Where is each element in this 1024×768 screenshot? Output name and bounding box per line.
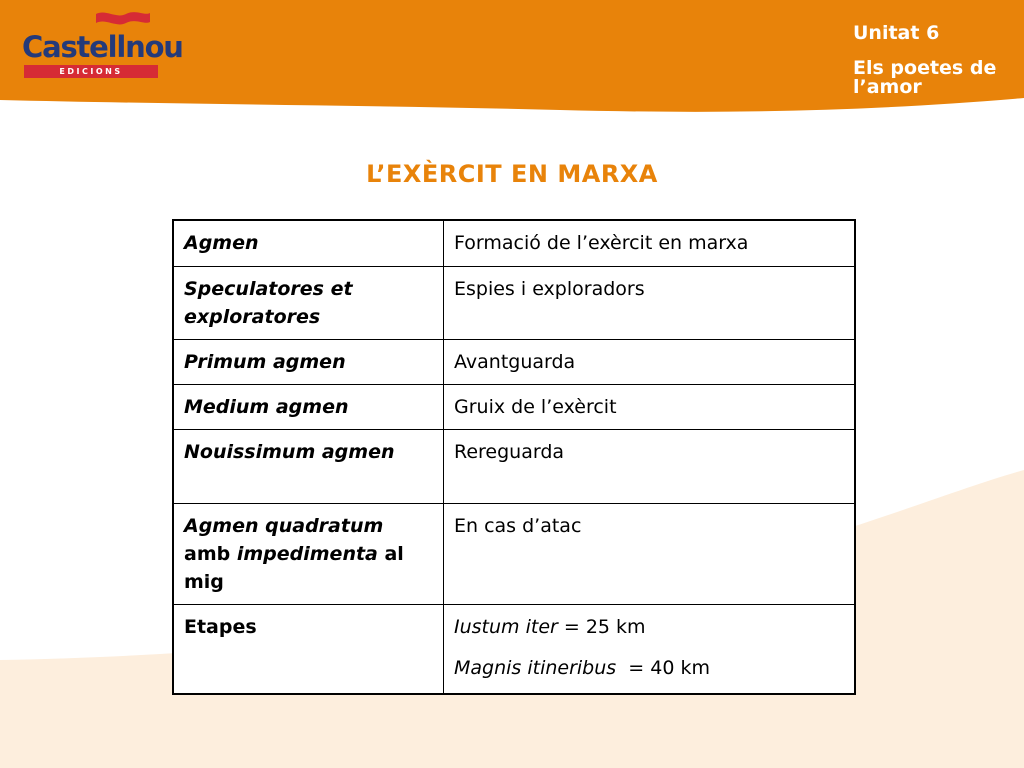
distance-value: = 25 km: [557, 616, 646, 638]
logo-wordmark: Castellnou: [22, 30, 183, 64]
definition-cell: Gruix de l’exèrcit: [444, 385, 856, 430]
stage-line: [454, 654, 844, 682]
table-row: [173, 430, 855, 504]
latin-term: Iustum iter: [454, 616, 558, 638]
latin-term: Speculatores et exploratores: [184, 278, 353, 328]
latin-term: Nouissimum agmen: [184, 441, 395, 463]
connector-text: al mig: [184, 543, 404, 593]
term-cell: [173, 340, 444, 385]
term-cell: [173, 220, 444, 267]
latin-term: Medium agmen: [184, 396, 349, 418]
table-row: [173, 267, 855, 340]
latin-term: Agmen: [184, 232, 259, 254]
stage-line: [454, 613, 844, 641]
table-row: [173, 605, 855, 695]
definition-cell: Espies i exploradors: [444, 267, 856, 340]
latin-term: Primum agmen: [184, 351, 346, 373]
definition-cell: En cas d’atac: [444, 504, 856, 605]
term-cell: Etapes: [173, 605, 444, 695]
distance-value: = 40 km: [616, 657, 710, 679]
latin-term: Magnis itineribus: [454, 657, 617, 679]
table-row: [173, 340, 855, 385]
table-row: [173, 504, 855, 605]
connector-text: amb: [184, 543, 237, 565]
table-row: [173, 220, 855, 267]
page-title: L’EXÈRCIT EN MARXA: [366, 160, 658, 188]
definition-cell: Avantguarda: [444, 340, 856, 385]
definition-cell: Rereguarda: [444, 430, 856, 504]
unit-number: Unitat 6: [853, 22, 940, 44]
definition-cell: [444, 605, 856, 695]
unit-title: Els poetes de l’amor: [853, 57, 997, 98]
latin-term: Agmen quadratum: [184, 515, 384, 537]
flag-icon: [94, 10, 152, 32]
table-row: [173, 385, 855, 430]
unit-label: [853, 24, 1013, 97]
publisher-logo: [22, 10, 183, 78]
definition-cell: Formació de l’exèrcit en marxa: [444, 220, 856, 267]
vocabulary-table: [172, 219, 856, 695]
logo-subtitle: EDICIONS: [24, 65, 158, 78]
term-cell: [173, 385, 444, 430]
term-cell: [173, 267, 444, 340]
term-cell: [173, 430, 444, 504]
term-cell: [173, 504, 444, 605]
latin-term: impedimenta: [236, 543, 378, 565]
